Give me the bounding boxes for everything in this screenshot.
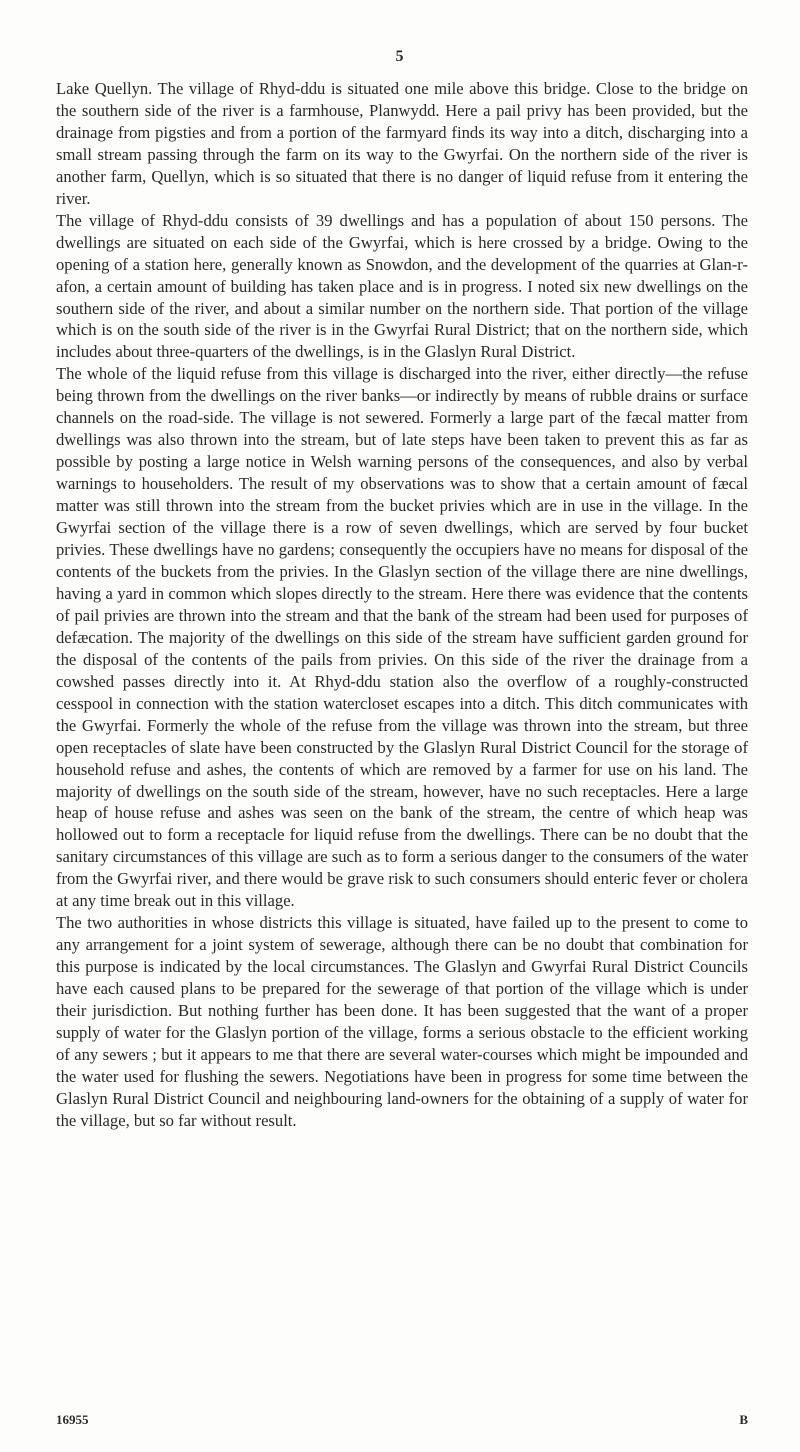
print-reference: 16955 bbox=[56, 1412, 89, 1427]
body-text bbox=[56, 78, 748, 1132]
paragraph-3: The whole of the liquid refuse from this village is discharged into the river, either directly—the refuse being thrown from the dwellings on the river banks—or indirectly by means of rubble drains or surface channels on the road-side. The village is not sewered. Formerly a large part of the fæcal matter from dwellings was also thrown into the stream, but of late steps have been taken to prevent this as far as possible by posting a large notice in Welsh warning persons of the consequences, and also by verbal warnings to householders. The result of my observations was to show that a certain amount of fæcal matter was still thrown into the stream from the bucket privies which are in use in the village. In the Gwyrfai section of the village there is a row of seven dwellings, which are served by four bucket privies. These dwellings have no gardens; consequently the occupiers have no means for disposal of the contents of the buckets from the privies. In the Glaslyn section of the village there are nine dwellings, having a yard in common which slopes directly to the stream. Here there was evidence that the contents of pail privies are thrown into the stream and that the bank of the stream had been used for purposes of defæcation. The majority of the dwellings on this side of the stream have sufficient garden ground for the disposal of the contents of the pails from privies. On this side of the river the drainage from a cowshed passes directly into it. At Rhyd-ddu station also the overflow of a roughly-constructed cesspool in connection with the station watercloset escapes into a ditch. This ditch communicates with the Gwyrfai. Formerly the whole of the refuse from the village was thrown into the stream, but three open receptacles of slate have been constructed by the Glaslyn Rural District Council for the storage of household refuse and ashes, the contents of which are removed by a farmer for use on his land. The majority of dwellings on the south side of the stream, however, have no such receptacles. Here a large heap of house refuse and ashes was seen on the bank of the stream, the centre of which heap was hollowed out to form a receptacle for liquid refuse from the dwellings. There can be no doubt that the sanitary circumstances of this village are such as to form a serious danger to the consumers of the water from the Gwyrfai river, and there would be grave risk to such consumers should enteric fever or cholera at any time break out in this village. bbox=[56, 364, 748, 911]
paragraph-1: Lake Quellyn. The village of Rhyd-ddu is situated one mile above this bridge. Close to the bridge on the southern side of the river is a farmhouse, Planwydd. Here a pail privy has been provided, but the drainage from pigsties and from a portion of the farmyard finds its way into a ditch, discharging into a small stream passing through the farm on its way to the Gwyrfai. On the northern side of the river is another farm, Quellyn, which is so situated that there is no danger of liquid refuse from it entering the river. bbox=[56, 79, 748, 208]
paragraph-4: The two authorities in whose districts this village is situated, have failed up to the present to come to any arrangement for a joint system of sewerage, although there can be no doubt that combination for this purpose is indicated by the local circumstances. The Glaslyn and Gwyrfai Rural District Councils have each caused plans to be prepared for the sewerage of that portion of the village which is under their jurisdiction. But nothing further has been done. It has been suggested that the want of a proper supply of water for the Glaslyn portion of the village, forms a serious obstacle to the efficient working of any sewers ; but it appears to me that there are several water-courses which might be impounded and the water used for flushing the sewers. Negotiations have been in progress for some time between the Glaslyn Rural District Council and neighbouring land-owners for the obtaining of a supply of water for the village, but so far without result. bbox=[56, 913, 748, 1130]
signature-mark: B bbox=[739, 1412, 748, 1427]
page-footer bbox=[56, 1412, 748, 1428]
page-number: 5 bbox=[395, 48, 405, 65]
paragraph-2: The village of Rhyd-ddu consists of 39 dwellings and has a population of about 150 persons. The dwellings are situated on each side of the Gwyrfai, which is here crossed by a bridge. Owing to the opening of a station here, generally known as Snowdon, and the development of the quarries at Glan-r-afon, a certain amount of building has taken place and is in progress. I noted six new dwellings on the southern side of the river, and about a similar number on the northern side. That portion of the village which is on the south side of the river is in the Gwyrfai Rural District; that on the northern side, which includes about three-quarters of the dwellings, is in the Glaslyn Rural District. bbox=[56, 210, 748, 362]
